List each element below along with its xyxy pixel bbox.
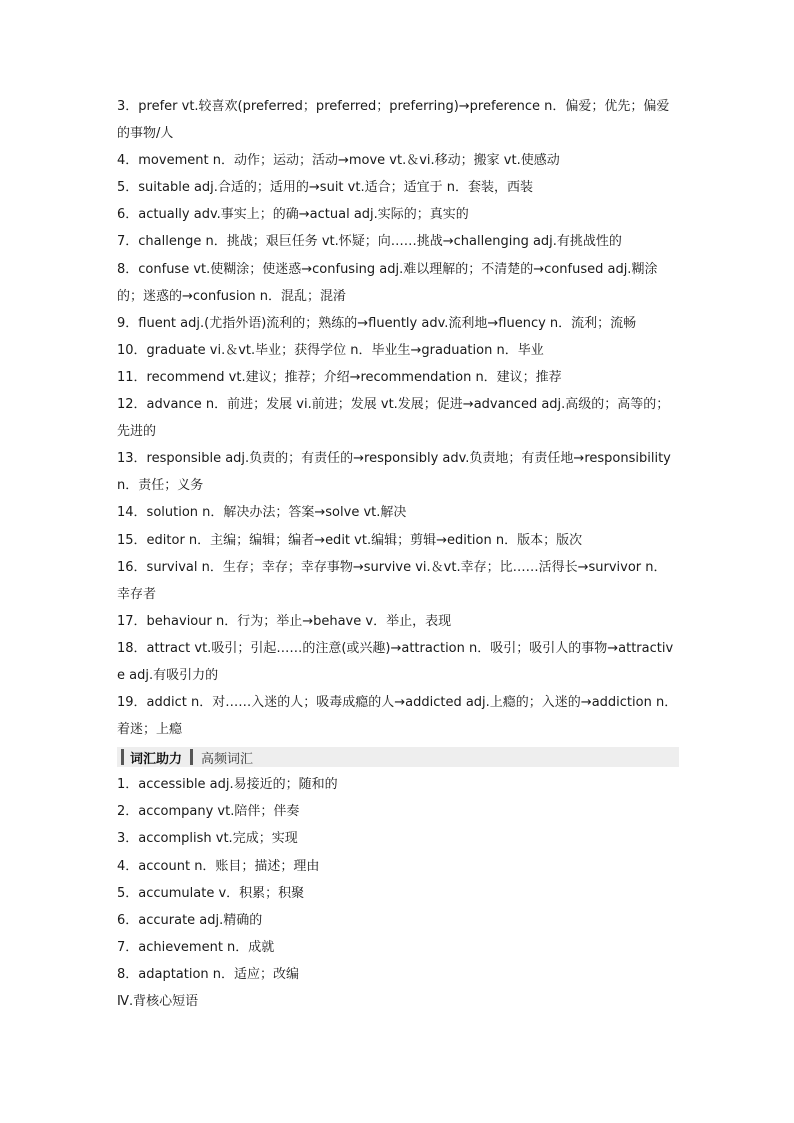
word-entry: 13．responsible adj.负责的；有责任的→responsibly adv.负责地；有责任地→responsibility n．责任；义务: [117, 451, 671, 494]
content-column: [117, 93, 679, 1015]
word-entry: 16．survival n．生存；幸存；幸存事物→survive vi.＆vt.幸存；比……活得长→survivor n．幸存者: [117, 559, 667, 602]
word-entry: 3．prefer vt.较喜欢(preferred；preferred；preferring)→preference n．偏爱；优先；偏爱的事物/人: [117, 99, 670, 142]
word-entry: 7．challenge n．挑战；艰巨任务 vt.怀疑；向……挑战→challenging adj.有挑战性的: [117, 234, 622, 250]
word-list-b: [117, 771, 679, 988]
word-entry: 11．recommend vt.建议；推荐；介绍→recommendation n．建议；推荐: [117, 369, 562, 385]
word-list-a: [117, 93, 679, 743]
word-entry: 6．actually adv.事实上；的确→actual adj.实际的；真实的: [117, 207, 469, 223]
word-entry: 9．fluent adj.(尤指外语)流利的；熟练的→fluently adv.流利地→fluency n．流利；流畅: [117, 315, 637, 331]
word-entry: 5．suitable adj.合适的；适用的→suit vt.适合；适宜于 n．套装，西装: [117, 180, 533, 196]
word-entry: 4．account n．账目；描述；理由: [117, 858, 320, 874]
word-entry: 14．solution n．解决办法；答案→solve vt.解决: [117, 505, 407, 521]
banner-bar: [121, 749, 124, 765]
word-entry: 4．movement n．动作；运动；活动→move vt.＆vi.移动；搬家 vt.使感动: [117, 153, 560, 169]
word-entry: 1．accessible adj.易接近的；随和的: [117, 777, 338, 793]
word-entry: 10．graduate vi.＆vt.毕业；获得学位 n．毕业生→graduation n．毕业: [117, 342, 544, 358]
word-entry: 7．achievement n．成就: [117, 939, 275, 955]
word-entry: 12．advance n．前进；发展 vi.前进；发展 vt.发展；促进→advanced adj.高级的；高等的；先进的: [117, 397, 670, 440]
banner-title: 词汇助力: [130, 751, 183, 767]
word-entry: 18．attract vt.吸引；引起……的注意(或兴趣)→attraction n．吸引；吸引人的事物→attractive adj.有吸引力的: [117, 640, 674, 683]
section-heading: Ⅳ.背核心短语: [117, 994, 199, 1009]
word-entry: 3．accomplish vt.完成；实现: [117, 831, 298, 847]
word-entry: 6．accurate adj.精确的: [117, 912, 263, 928]
banner-subtitle: 高频词汇: [201, 751, 254, 767]
word-entry: 19．addict n．对……入迷的人；吸毒成瘾的人→addicted adj.上瘾的；入迷的→addiction n．着迷；上瘾: [117, 695, 678, 738]
word-entry: 17．behaviour n．行为；举止→behave v．举止，表现: [117, 613, 452, 629]
word-entry: 2．accompany vt.陪伴；伴奏: [117, 804, 300, 820]
section-banner: [117, 747, 679, 767]
word-entry: 8．confuse vt.使糊涂；使迷惑→confusing adj.难以理解的；不清楚的→confused adj.糊涂的；迷惑的→confusion n．混乱；混淆: [117, 261, 658, 304]
word-entry: 5．accumulate v．积累；积聚: [117, 885, 305, 901]
banner-separator: [190, 749, 193, 765]
word-entry: 8．adaptation n．适应；改编: [117, 966, 300, 982]
word-entry: 15．editor n．主编；编辑；编者→edit vt.编辑；剪辑→edition n．版本；版次: [117, 532, 583, 548]
